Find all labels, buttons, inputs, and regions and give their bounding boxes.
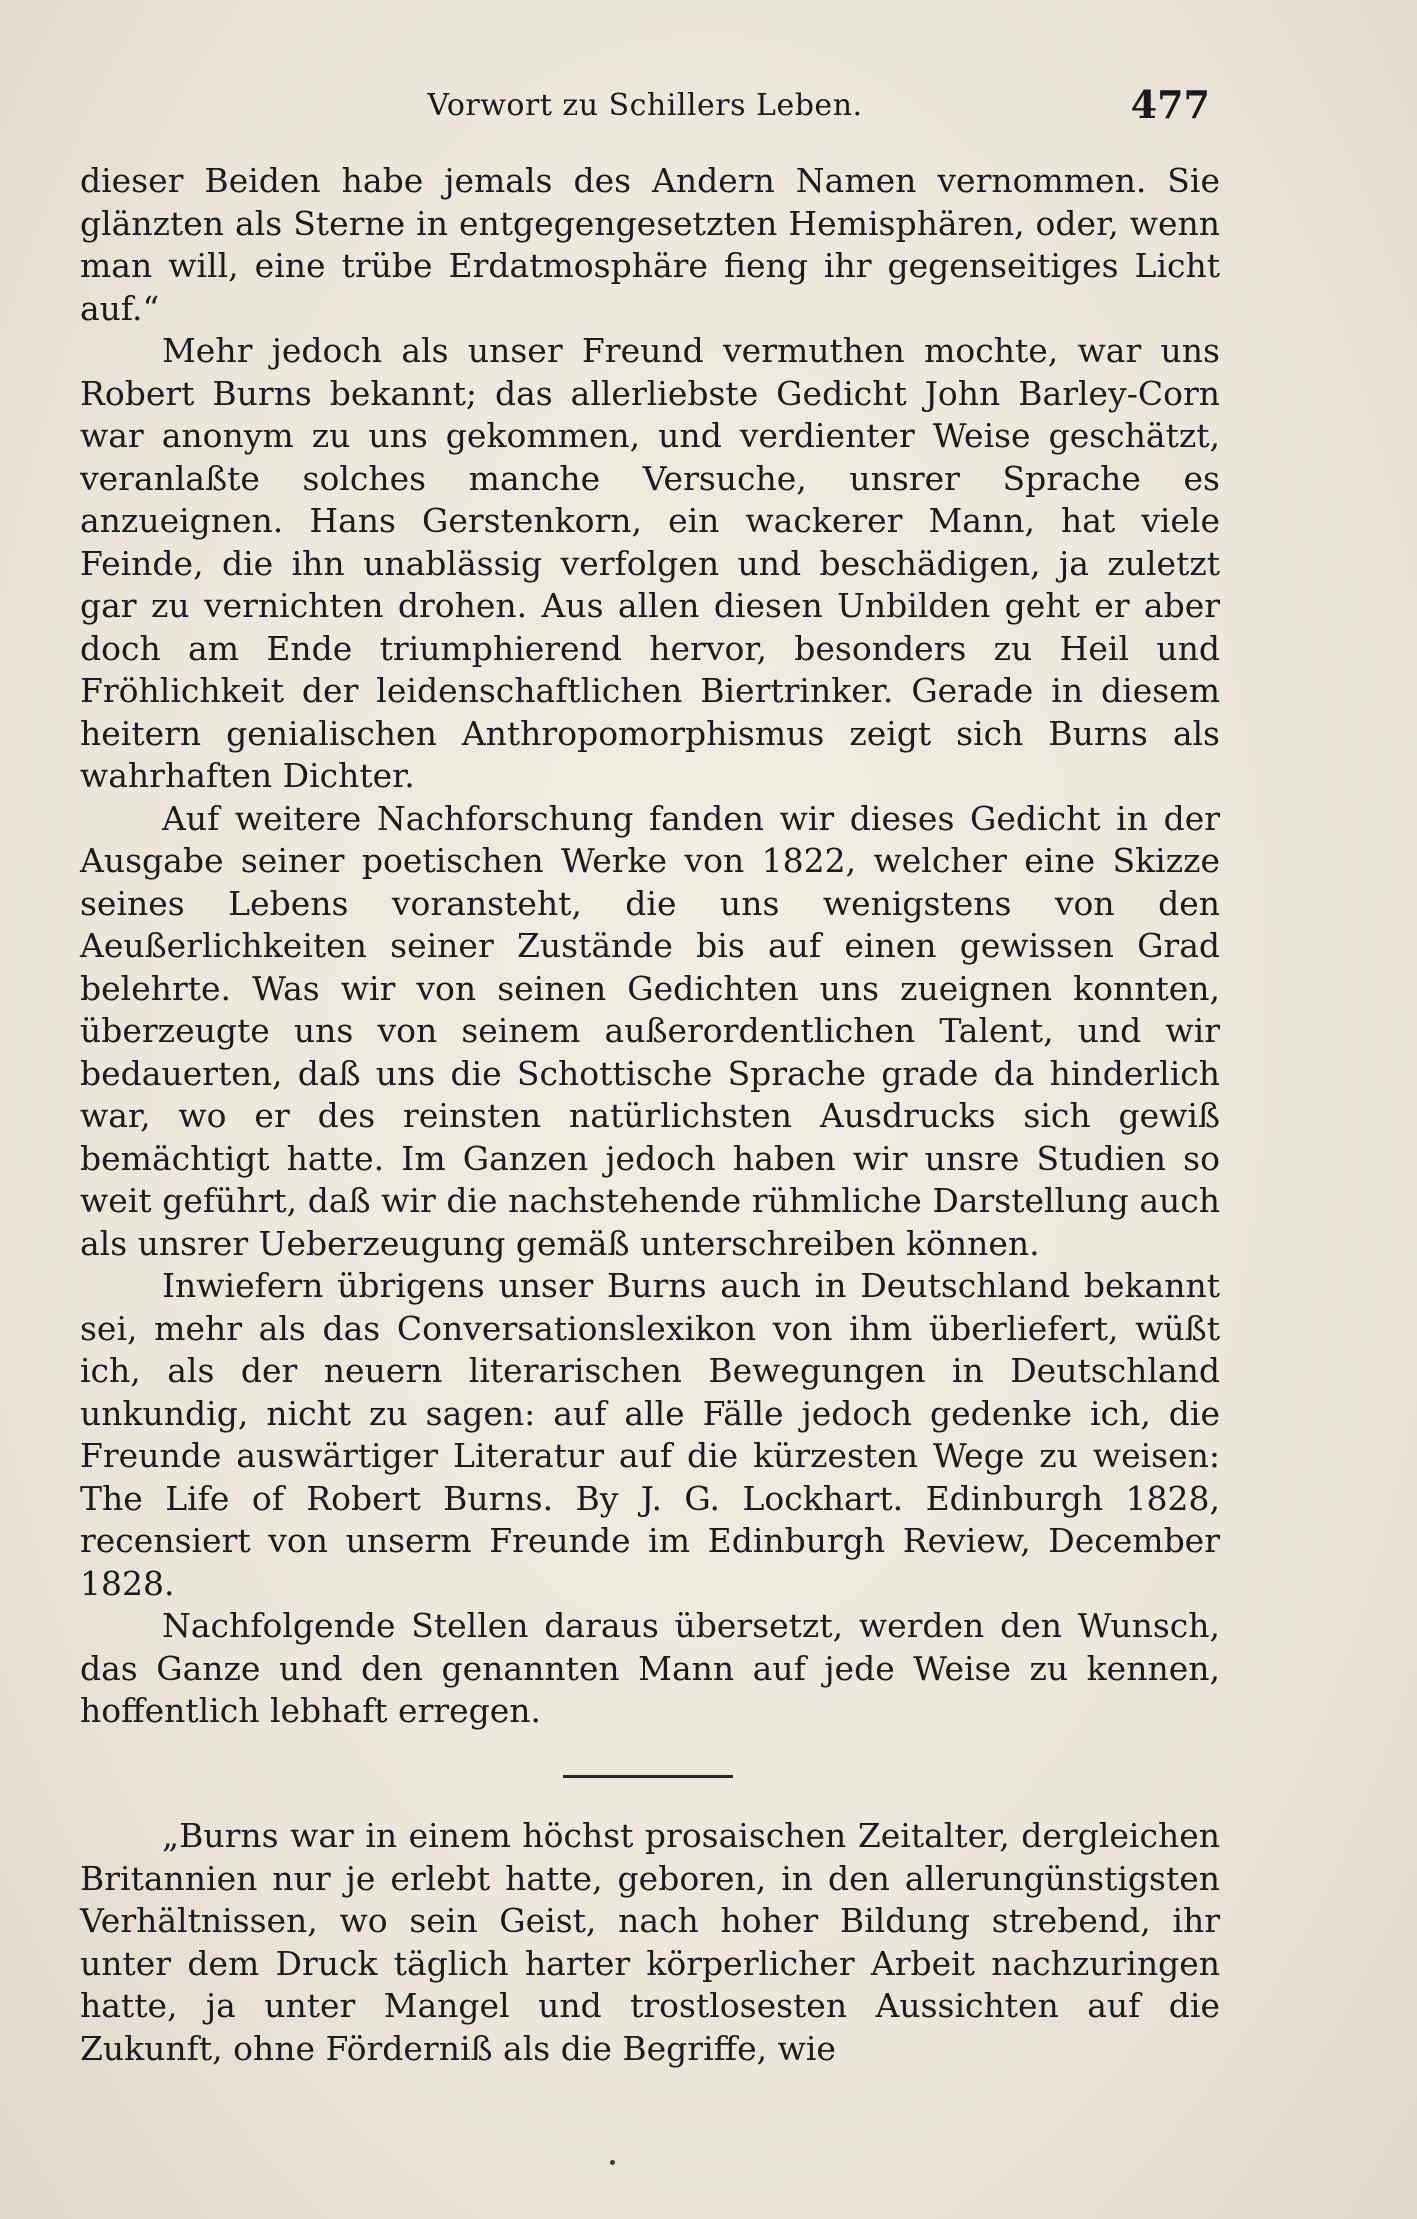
running-head [80,82,1210,132]
paragraph-translated-passages: Nachfolgende Stellen daraus übersetzt, werden den Wunsch, das Ganze und den genannten Mann auf jede Weise zu kennen, hoffentlich lebhaft erregen. [80,1606,1220,1730]
body-text [80,160,1220,1733]
paragraph-burns-known: Mehr jedoch als unser Freund vermuthen mochte, war uns Robert Burns bekannt; das allerliebste Gedicht John Barley-Corn war anonym zu uns gekommen, und verdienter Weise geschätzt, veranlaßte solches manche Versuche, unsrer Sprache es anzueignen. Hans Gerstenkorn, ein wackerer Mann, hat viele Feinde, die ihn unablässig verfolgen und beschädigen, ja zuletzt gar zu vernichten drohen. Aus allen diesen Unbilden geht er aber doch am Ende triumphierend hervor, besonders zu Heil und Fröhlichkeit der leidenschaftlichen Biertrinker. Gerade in diesem heitern genialischen Anthropomorphismus zeigt sich Burns als wahrhaften Dichter. [80,331,1220,795]
paragraph-continuation: dieser Beiden habe jemals des Andern Namen vernommen. Sie glänzten als Sterne in entgegengesetzten Hemisphären, oder, wenn man will, eine trübe Erdatmosphäre fieng ihr gegenseitiges Licht auf.“ [80,161,1220,328]
quoted-passage [80,1815,1220,2070]
paragraph-burns-in-germany: Inwiefern übrigens unser Burns auch in Deutschland bekannt sei, mehr als das Conversationslexikon von ihm überliefert, wüßt ich, als der neuern literarischen Bewegungen in Deutschland unkundig, nicht zu sagen: auf alle Fälle jedoch gedenke ich, die Freunde auswärtiger Literatur auf die kürzesten Wege zu weisen: The Life of Robert Burns. By J. G. Lockhart. Edinburgh 1828, recensiert von unserm Freunde im Edinburgh Review, December 1828. [80,1266,1220,1603]
running-title: Vorwort zu Schillers Leben. [427,88,863,123]
paragraph-further-research: Auf weitere Nachforschung fanden wir dieses Gedicht in der Ausgabe seiner poetischen Werke von 1822, welcher eine Skizze seines Lebens voransteht, die uns wenigstens von den Aeußerlichkeiten seiner Zustände bis auf einen gewissen Grad belehrte. Was wir von seinen Gedichten uns zueignen konnten, überzeugte uns von seinem außerordentlichen Talent, und wir bedauerten, daß uns die Schottische Sprache grade da hinderlich war, wo er des reinsten natürlichsten Ausdrucks sich gewiß bemächtigt hatte. Im Ganzen jedoch haben wir unsre Studien so weit geführt, daß wir die nachstehende rühmliche Darstellung auch als unsrer Ueberzeugung gemäß unterschreiben können. [80,798,1220,1263]
quote-paragraph: „Burns war in einem höchst prosaischen Zeitalter, dergleichen Britannien nur je erlebt hatte, geboren, in den allerungünstigsten Verhältnissen, wo sein Geist, nach hoher Bildung strebend, ihr unter dem Druck täglich harter körperlicher Arbeit nachzuringen hatte, ja unter Mangel und trostlosesten Aussichten auf die Zukunft, ohne Förderniß als die Begriffe, wie [80,1816,1220,2068]
page-number: 477 [1130,82,1210,127]
ink-speck [610,2160,615,2165]
section-separator-rule [563,1775,733,1778]
